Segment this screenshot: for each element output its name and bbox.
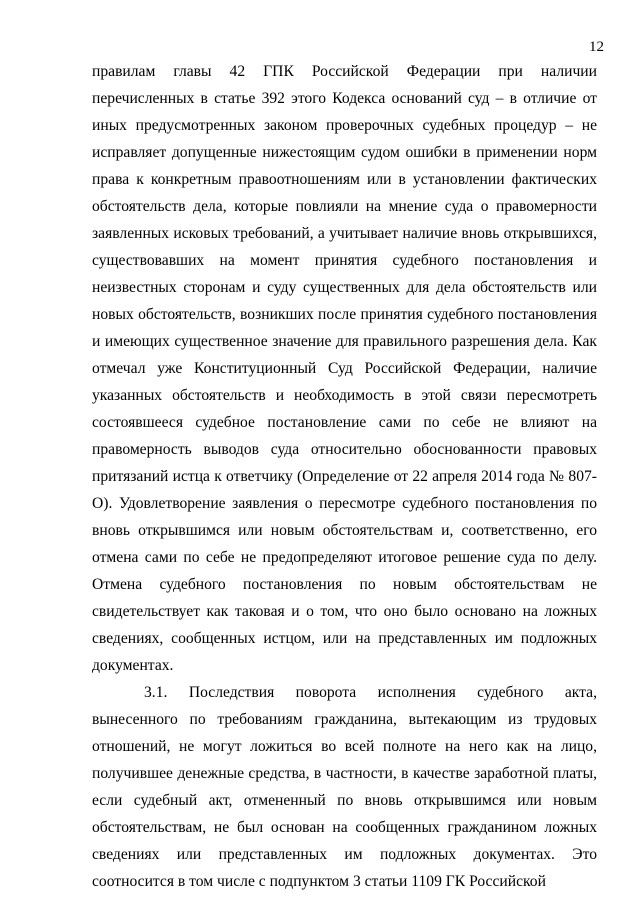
document-body [92,58,597,895]
page-number: 12 [589,39,604,55]
paragraph-3-1: 3.1. Последствия поворота исполнения судебного акта, вынесенного по требованиям гражданина, вытекающим из трудовых отношений, не могут ложиться во всей полноте на него как на лицо, получившее денежные средства, в частности, в качестве заработной платы, если судебный акт, отмененный по вновь открывшимся или новым обстоятельствам, не был основан на сообщенных гражданином ложных сведениях или представленных им подложных документах. Это соотносится в том числе с подпунктом 3 статьи 1109 ГК Российской [92,684,597,890]
paragraph-continuation: правилам главы 42 ГПК Российской Федерации при наличии перечисленных в статье 392 этого Кодекса оснований суд – в отличие от иных предусмотренных законом проверочных судебных процедур – не исправляет допущенные нижестоящим судом ошибки в применении норм права к конкретным правоотношениям или в установлении фактических обстоятельств дела, которые повлияли на мнение суда о правомерности заявленных исковых требований, а учитывает наличие вновь открывшихся, существовавших на момент принятия судебного постановления и неизвестных сторонам и суду существенных для дела обстоятельств или новых обстоятельств, возникших после принятия судебного постановления и имеющих существенное значение для правильного разрешения дела. Как отмечал уже Конституционный Суд Российской Федерации, наличие указанных обстоятельств и необходимость в этой связи пересмотреть состоявшееся судебное постановление сами по себе не влияют на правомерность выводов суда относительно обоснованности правовых притязаний истца к ответчику (Определение от 22 апреля 2014 года № 807-О). Удовлетворение заявления о пересмотре судебного постановления по вновь открывшимся или новым обстоятельствам и, соответственно, его отмена сами по себе не предопределяют итоговое решение суда по делу. Отмена судебного постановления по новым обстоятельствам не свидетельствует как таковая и о том, что оно было основано на ложных сведениях, сообщенных истцом, или на представленных им подложных документах. [92,63,597,674]
